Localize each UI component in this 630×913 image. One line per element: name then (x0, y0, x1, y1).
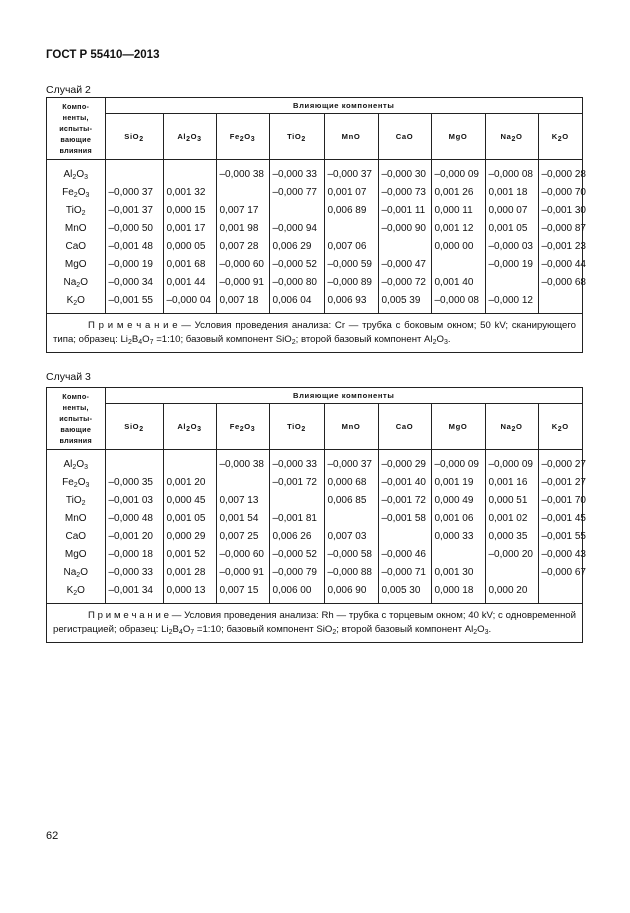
table-cell: 0,000 18 (431, 582, 485, 603)
table-cell: –0,001 30 (538, 202, 582, 220)
note-text: =1:10; базовый компонент SiO (153, 333, 292, 345)
table-cell (269, 492, 324, 510)
table-cell: –0,001 23 (538, 238, 582, 256)
table-cell: 0,001 02 (485, 510, 538, 528)
table-cell: –0,000 30 (378, 159, 431, 184)
table-cell: 0,001 52 (163, 546, 216, 564)
case-2-note: П р и м е ч а н и е — Условия проведения анализа: Cr — трубка с боковым окном; 50 kV; сканирующего типа; образец: $Li_2B_4O_7$ =1:10; базовый компонент SiO$_2$; второй базовый компонент $Al_2O_3$. (47, 313, 582, 352)
table-cell: 0,006 90 (324, 582, 378, 603)
row-component-name: $Al_2O_3$ (63, 169, 88, 181)
col-header-na2o: $Na_2O$ (485, 113, 538, 159)
case-3-note: П р и м е ч а н и е — Условия проведения анализа: Rh — трубка с торцевым окном; 40 kV; с одновременной регистрацией; образец: $Li_2B_4O_7$ =1:10; базовый компонент SiO$_2$; второй базовый компонент $Al_2O_3$. (47, 603, 582, 642)
table-cell: 0,007 06 (324, 238, 378, 256)
table-cell (485, 274, 538, 292)
table-row (47, 564, 582, 582)
table-cell: 0,001 06 (431, 510, 485, 528)
table-cell: 0,005 39 (378, 292, 431, 313)
table-cell: –0,000 20 (485, 546, 538, 564)
table-row (47, 510, 582, 528)
table-cell: 0,001 32 (163, 184, 216, 202)
table-cell: 0,006 93 (324, 292, 378, 313)
row-component-name: TiO$_2$ (65, 495, 86, 507)
table-row (47, 449, 582, 474)
note-text: . (447, 333, 451, 345)
table-cell: –0,000 89 (324, 274, 378, 292)
table-cell: –0,000 79 (269, 564, 324, 582)
table-row (47, 292, 582, 313)
table-row (47, 474, 582, 492)
table-cell: 0,001 20 (163, 474, 216, 492)
note-text: =1:10; базовый компонент SiO (194, 623, 333, 635)
table-cell: 0,001 17 (163, 220, 216, 238)
table-cell: –0,000 35 (105, 474, 163, 492)
table-cell: –0,000 46 (378, 546, 431, 564)
table-cell: 0,000 07 (485, 202, 538, 220)
table-cell: –0,000 60 (216, 256, 269, 274)
row-component-name: $Na_2O$ (63, 277, 88, 289)
table-cell: –0,000 91 (216, 564, 269, 582)
note-text: ; второй базовый компонент Al (295, 333, 433, 345)
table-cell: –0,000 29 (378, 449, 431, 474)
table-cell (485, 564, 538, 582)
table-cell: 0,001 28 (163, 564, 216, 582)
table-cell: 0,007 13 (216, 492, 269, 510)
col-header-al2o3: $Al_2O_3$ (163, 403, 216, 449)
component-column-header: Компо- ненты, испыты- вающие влияния (47, 388, 105, 449)
table-cell: –0,000 34 (105, 274, 163, 292)
row-component-name: $K_2O$ (66, 585, 85, 597)
table-cell (269, 202, 324, 220)
table-cell: 0,000 00 (431, 238, 485, 256)
table-cell (431, 256, 485, 274)
table-cell: –0,000 08 (485, 159, 538, 184)
col-header-mno: MnO (324, 403, 378, 449)
table-cell: –0,001 55 (538, 528, 582, 546)
table-cell: –0,001 27 (538, 474, 582, 492)
table-cell: 0,001 05 (485, 220, 538, 238)
case-3-label: Случай 3 (46, 371, 91, 383)
table-cell: –0,000 43 (538, 546, 582, 564)
table-cell: –0,000 94 (269, 220, 324, 238)
table-cell (105, 449, 163, 474)
note-text: — Условия проведения анализа: Rh — трубка с торцевым окном; 40 kV; с одновременной регистрацией; образец: Li (53, 609, 576, 635)
case-2-body (47, 159, 586, 313)
table-row (47, 546, 582, 564)
table-cell: 0,007 18 (216, 292, 269, 313)
component-column-header: Компо- ненты, испыты- вающие влияния (47, 98, 105, 159)
table-cell: –0,000 58 (324, 546, 378, 564)
row-component-name: CaO (65, 241, 87, 252)
row-component-name: $Al_2O_3$ (63, 459, 88, 471)
table-cell: 0,007 03 (324, 528, 378, 546)
table-cell: –0,001 20 (105, 528, 163, 546)
table-cell (538, 292, 582, 313)
table-cell (105, 159, 163, 184)
table-cell: –0,000 33 (269, 449, 324, 474)
table-cell: –0,001 81 (269, 510, 324, 528)
table-cell: –0,000 73 (378, 184, 431, 202)
table-cell (324, 510, 378, 528)
table-cell: 0,001 19 (431, 474, 485, 492)
col-header-tio2: TiO$_2$ (269, 403, 324, 449)
table-cell: 0,000 29 (163, 528, 216, 546)
table-row (47, 202, 582, 220)
table-cell: 0,001 54 (216, 510, 269, 528)
table-cell: –0,000 91 (216, 274, 269, 292)
table-cell (163, 159, 216, 184)
col-header-k2o: $K_2O$ (538, 113, 582, 159)
table-cell: –0,000 59 (324, 256, 378, 274)
note-prefix: П р и м е ч а н и е (88, 609, 169, 621)
note-text: . (488, 623, 492, 635)
table-cell: –0,000 09 (431, 159, 485, 184)
table-cell: 0,001 26 (431, 184, 485, 202)
table-cell: –0,000 50 (105, 220, 163, 238)
table-cell: 0,001 05 (163, 510, 216, 528)
table-cell: –0,001 72 (269, 474, 324, 492)
table-cell: 0,007 15 (216, 582, 269, 603)
table-cell (538, 582, 582, 603)
table-cell: 0,007 17 (216, 202, 269, 220)
table-cell: 0,006 29 (269, 238, 324, 256)
col-header-sio2: SiO$_2$ (105, 113, 163, 159)
col-header-fe2o3: $Fe_2O_3$ (216, 113, 269, 159)
table-row (47, 492, 582, 510)
table-cell: –0,000 37 (324, 159, 378, 184)
table-cell: 0,000 05 (163, 238, 216, 256)
table-cell: –0,000 70 (538, 184, 582, 202)
table-cell: 0,001 16 (485, 474, 538, 492)
table-cell: –0,000 68 (538, 274, 582, 292)
col-header-mgo: MgO (431, 403, 485, 449)
table-cell: –0,000 18 (105, 546, 163, 564)
table-cell: –0,000 28 (538, 159, 582, 184)
row-component-name: MnO (64, 223, 87, 234)
table-cell (431, 546, 485, 564)
table-cell: –0,000 09 (431, 449, 485, 474)
table-row (47, 184, 582, 202)
table-cell: –0,000 33 (105, 564, 163, 582)
table-cell (378, 238, 431, 256)
table-cell: 0,000 45 (163, 492, 216, 510)
table-cell: 0,000 68 (324, 474, 378, 492)
case-2-label: Случай 2 (46, 84, 91, 96)
table-cell: –0,000 52 (269, 546, 324, 564)
table-cell: –0,000 88 (324, 564, 378, 582)
table-cell: –0,000 87 (538, 220, 582, 238)
col-header-mno: MnO (324, 113, 378, 159)
table-cell: –0,000 27 (538, 449, 582, 474)
table-cell (378, 528, 431, 546)
table-cell: –0,001 40 (378, 474, 431, 492)
col-header-k2o: $K_2O$ (538, 403, 582, 449)
table-row (47, 238, 582, 256)
table-cell: –0,000 03 (485, 238, 538, 256)
table-cell: 0,001 44 (163, 274, 216, 292)
col-header-tio2: TiO$_2$ (269, 113, 324, 159)
table-cell: –0,001 37 (105, 202, 163, 220)
page-number: 62 (46, 830, 59, 842)
row-component-name: $K_2O$ (66, 295, 85, 307)
table-cell: –0,001 70 (538, 492, 582, 510)
col-header-mgo: MgO (431, 113, 485, 159)
table-row (47, 256, 582, 274)
influencing-components-header: Влияющие компоненты (105, 388, 582, 403)
table-cell: 0,000 33 (431, 528, 485, 546)
table-cell: –0,000 09 (485, 449, 538, 474)
table-row (47, 159, 582, 184)
table-cell: 0,006 26 (269, 528, 324, 546)
row-component-name: $Fe_2O_3$ (62, 477, 90, 489)
col-header-fe2o3: $Fe_2O_3$ (216, 403, 269, 449)
row-component-name: MnO (64, 513, 87, 524)
row-component-name: TiO$_2$ (65, 205, 86, 217)
table-cell: –0,000 19 (485, 256, 538, 274)
col-header-al2o3: $Al_2O_3$ (163, 113, 216, 159)
table-cell: 0,007 28 (216, 238, 269, 256)
table-row (47, 274, 582, 292)
col-header-na2o: $Na_2O$ (485, 403, 538, 449)
table-cell: 0,001 12 (431, 220, 485, 238)
table-cell (216, 184, 269, 202)
note-text: — Условия проведения анализа: Cr — трубка с боковым окном; 50 kV; сканирующего типа; образец: Li (53, 319, 576, 345)
table-cell: –0,000 77 (269, 184, 324, 202)
table-cell: –0,001 11 (378, 202, 431, 220)
table-cell: –0,000 80 (269, 274, 324, 292)
table-cell: –0,000 04 (163, 292, 216, 313)
table-cell: 0,000 20 (485, 582, 538, 603)
table-cell: 0,006 04 (269, 292, 324, 313)
table-cell: 0,001 40 (431, 274, 485, 292)
table-cell: 0,000 51 (485, 492, 538, 510)
table-cell: –0,001 03 (105, 492, 163, 510)
table-cell: –0,000 44 (538, 256, 582, 274)
table-cell: –0,000 38 (216, 159, 269, 184)
table-cell: –0,000 48 (105, 510, 163, 528)
table-cell: –0,000 33 (269, 159, 324, 184)
table-cell: 0,001 30 (431, 564, 485, 582)
table-cell: –0,001 72 (378, 492, 431, 510)
note-prefix: П р и м е ч а н и е (88, 319, 178, 331)
table-row (47, 528, 582, 546)
table-cell: –0,000 71 (378, 564, 431, 582)
table-cell: –0,000 08 (431, 292, 485, 313)
table-cell: 0,000 11 (431, 202, 485, 220)
table-cell: –0,000 47 (378, 256, 431, 274)
table-cell: –0,001 45 (538, 510, 582, 528)
table-cell: –0,000 90 (378, 220, 431, 238)
table-cell: 0,006 85 (324, 492, 378, 510)
influencing-components-header: Влияющие компоненты (105, 98, 582, 113)
table-cell: 0,000 35 (485, 528, 538, 546)
table-cell: –0,000 52 (269, 256, 324, 274)
table-cell: –0,000 37 (324, 449, 378, 474)
col-header-sio2: SiO$_2$ (105, 403, 163, 449)
case-3-table (46, 387, 586, 643)
table-cell: 0,001 98 (216, 220, 269, 238)
table-cell: –0,000 19 (105, 256, 163, 274)
row-component-name: MgO (64, 549, 87, 560)
table-cell (163, 449, 216, 474)
table-cell: 0,000 15 (163, 202, 216, 220)
case-3-body (47, 449, 586, 603)
row-component-name: CaO (65, 531, 87, 542)
table-cell: –0,001 34 (105, 582, 163, 603)
table-cell: –0,001 58 (378, 510, 431, 528)
table-cell: 0,007 25 (216, 528, 269, 546)
table-cell: –0,000 12 (485, 292, 538, 313)
table-row (47, 220, 582, 238)
note-text: ; второй базовый компонент Al (336, 623, 474, 635)
table-cell: 0,000 49 (431, 492, 485, 510)
table-cell (324, 220, 378, 238)
table-cell: –0,001 55 (105, 292, 163, 313)
document-header: ГОСТ Р 55410—2013 (46, 49, 160, 61)
table-cell: –0,001 48 (105, 238, 163, 256)
table-cell: 0,001 68 (163, 256, 216, 274)
row-component-name: $Na_2O$ (63, 567, 88, 579)
table-cell: –0,000 60 (216, 546, 269, 564)
table-row (47, 582, 582, 603)
row-component-name: MgO (64, 259, 87, 270)
col-header-cao: CaO (378, 113, 431, 159)
table-cell (216, 474, 269, 492)
table-cell: 0,000 13 (163, 582, 216, 603)
table-cell: 0,005 30 (378, 582, 431, 603)
table-cell: 0,006 00 (269, 582, 324, 603)
table-cell: –0,000 37 (105, 184, 163, 202)
table-cell: –0,000 67 (538, 564, 582, 582)
table-cell: –0,000 38 (216, 449, 269, 474)
table-cell: 0,001 07 (324, 184, 378, 202)
table-cell: 0,006 89 (324, 202, 378, 220)
case-2-table (46, 97, 586, 353)
col-header-cao: CaO (378, 403, 431, 449)
row-component-name: $Fe_2O_3$ (62, 187, 90, 199)
table-cell: –0,000 72 (378, 274, 431, 292)
table-cell: 0,001 18 (485, 184, 538, 202)
